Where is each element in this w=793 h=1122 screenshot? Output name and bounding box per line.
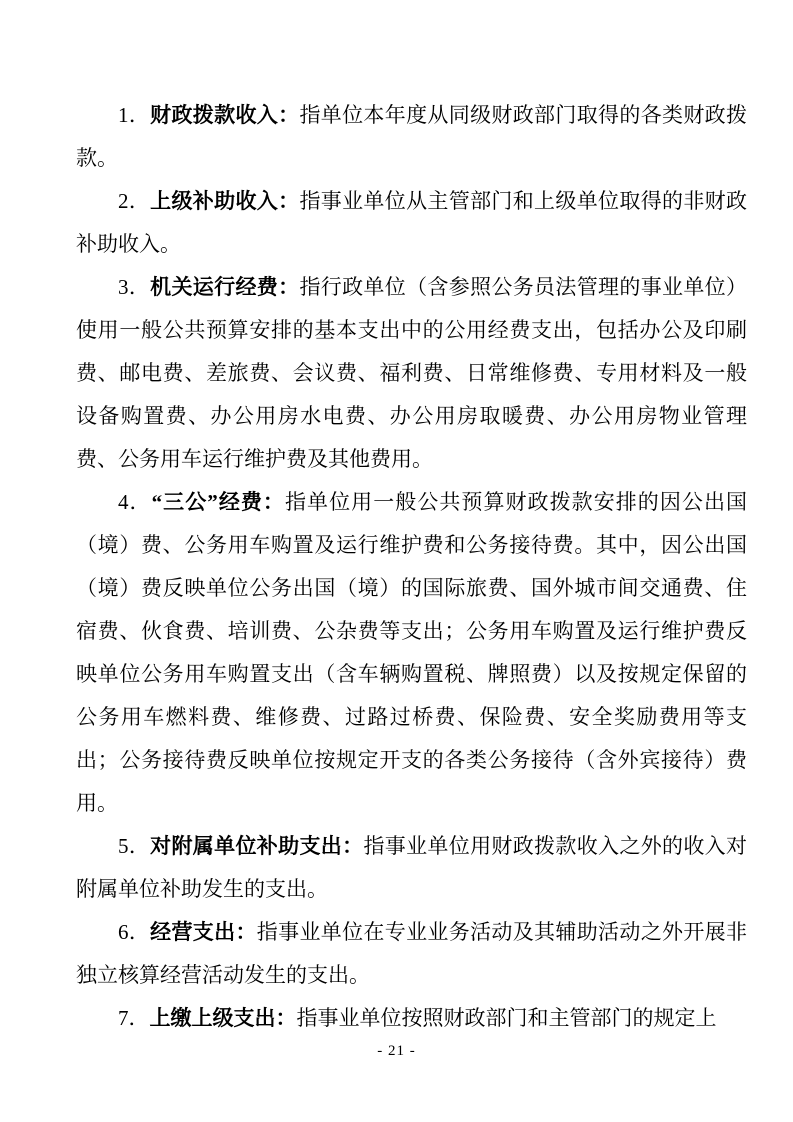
document-body — [76, 94, 747, 1040]
definition-text: 指单位用一般公共预算财政拨款安排的因公出国（境）费、公务用车购置及运行维护费和公务接待费。其中，因公出国（境）费反映单位公务出国（境）的国际旅费、国外城市间交通费、住宿费、伙食费、培训费、公杂费等支出；公务用车购置及运行维护费反映单位公务用车购置支出（含车辆购置税、牌照费）以及按规定保留的公务用车燃料费、维修费、过路过桥费、保险费、安全奖励费用等支出；公务接待费反映单位按规定开支的各类公务接待（含外宾接待）费用。 — [76, 490, 748, 815]
term-label: 经营支出： — [150, 920, 257, 944]
item-number: 3． — [118, 275, 151, 299]
definition-text: 指单位本年度从同级财政部门取得的各类财政拨款。 — [76, 103, 748, 170]
definition-text: 指事业单位按照财政部门和主管部门的规定上 — [296, 1006, 717, 1030]
term-label: 上级补助收入： — [150, 189, 300, 213]
item-number: 7． — [118, 1006, 150, 1030]
paragraph-7 — [76, 997, 747, 1040]
item-number: 2． — [118, 189, 151, 213]
term-label: “三公”经费： — [151, 490, 285, 514]
page-number: - 21 - — [377, 1043, 416, 1059]
definition-text: 指事业单位在专业业务活动及其辅助活动之外开展非独立核算经营活动发生的支出。 — [76, 920, 748, 987]
item-number: 6． — [118, 920, 151, 944]
term-label: 机关运行经费： — [150, 275, 300, 299]
definition-text: 指行政单位（含参照公务员法管理的事业单位）使用一般公共预算安排的基本支出中的公用经费支出，包括办公及印刷费、邮电费、差旅费、会议费、福利费、日常维修费、专用材料及一般设备购置费、办公用房水电费、办公用房取暖费、办公用房物业管理费、公务用车运行维护费及其他费用。 — [76, 275, 748, 471]
paragraph-4 — [76, 481, 747, 825]
term-label: 对附属单位补助支出： — [150, 834, 364, 858]
item-number: 1． — [118, 103, 151, 127]
paragraph-1 — [76, 94, 747, 180]
definition-text: 指事业单位从主管部门和上级单位取得的非财政补助收入。 — [76, 189, 748, 256]
term-label: 财政拨款收入： — [150, 103, 300, 127]
paragraph-2 — [76, 180, 747, 266]
definition-text: 指事业单位用财政拨款收入之外的收入对附属单位补助发生的支出。 — [76, 834, 748, 901]
paragraph-6 — [76, 911, 747, 997]
paragraph-5 — [76, 825, 747, 911]
term-label: 上缴上级支出： — [149, 1006, 297, 1030]
item-number: 5． — [118, 834, 151, 858]
item-number: 4． — [118, 490, 152, 514]
paragraph-3 — [76, 266, 747, 481]
